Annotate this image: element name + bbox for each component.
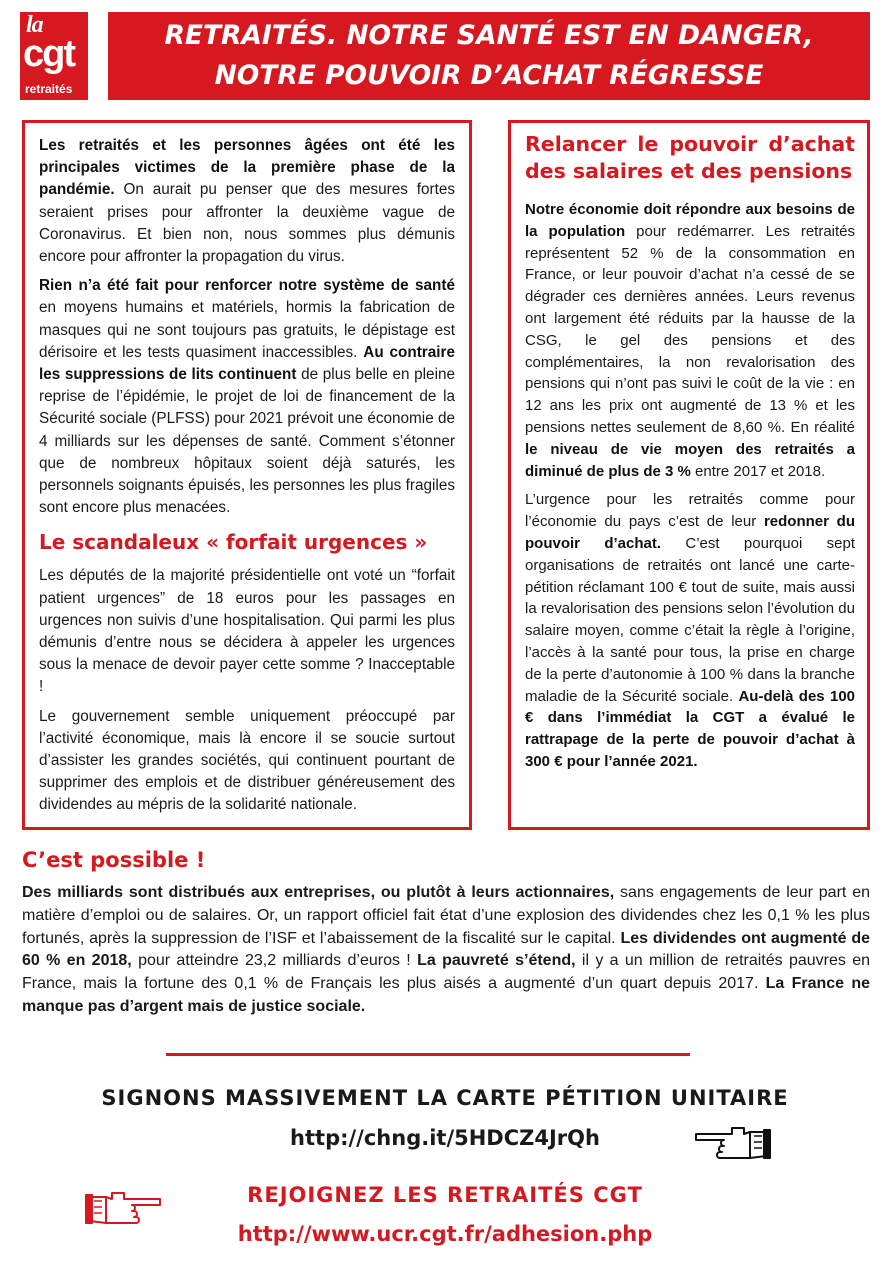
possible-bold-1: Des milliards sont distribués aux entreprises, ou plutôt à leurs actionnaires, xyxy=(22,884,615,901)
left-p2-text-2: de plus belle en pleine reprise de l’épidémie, le projet de loi de financement de la Sécurité sociale (PLFSS) pour 2021 prévoit une économie de 4 milliards sur les dépenses de santé. Comment s’étonner que de nombreux hôpitaux soient déjà saturés, les personnels soignants épuisés, les personnes les plus fragiles sont encore plus menacées. xyxy=(39,366,455,517)
logo-la: la xyxy=(26,12,43,38)
right-p2-text-1: L’urgence pour les retraités comme pour l’économie du pays c’est de leur xyxy=(525,491,855,531)
cest-possible-paragraph xyxy=(22,882,870,1019)
petition-link[interactable]: http://chng.it/5HDCZ4JrQh xyxy=(290,1126,600,1150)
join-cgt-text: REJOIGNEZ LES RETRAITÉS CGT xyxy=(247,1183,643,1207)
right-p1-bold-1: Notre économie doit répondre aux besoins de la population xyxy=(525,201,855,240)
page-title-line-1: RETRAITÉS. NOTRE SANTÉ EST EN DANGER, xyxy=(164,20,814,51)
cest-possible-heading: C’est possible ! xyxy=(22,848,206,872)
left-paragraph-3: Les députés de la majorité présidentielle ont voté un “forfait patient urgences” de 18 euros pour les passages en urgences non suivis d’une hospitalisation. Qui parmi les plus démunis d’entre nous se décidera à appeler les urgences sous la menace de devoir payer cette somme ? Inacceptable ! xyxy=(39,567,455,696)
petition-call-text: SIGNONS MASSIVEMENT LA CARTE PÉTITION UNITAIRE xyxy=(101,1086,789,1110)
possible-bold-4: La France ne manque pas d’argent mais de justice sociale. xyxy=(22,975,871,1015)
pointing-hand-left-icon xyxy=(692,1120,772,1164)
logo-retraites: retraités xyxy=(25,82,73,96)
right-p2-bold-2: Au-delà des 100 € dans l’immédiat la CGT a évalué le rattrapage de la perte de pouvoir d’achat à 300 € pour l’année 2021. xyxy=(525,687,855,770)
left-p2-bold-1: Rien n’a été fait pour renforcer notre système de santé xyxy=(39,277,455,295)
possible-bold-3: La pauvreté s’étend, xyxy=(417,952,576,970)
right-p1-text-2: entre 2017 et 2018. xyxy=(690,462,826,480)
right-p2-text-2: C’est pourquoi sept organisations de retraités ont lancé une carte-pétition réclamant 100 € tout de suite, mais aussi la revalorisation des pensions selon l’évolution du salaire moyen, comme c’était la règle à l’origine, l’accès à la santé pour tous, la prise en charge de la perte d’autonomie à 100 % dans la branche maladie de la Sécurité sociale. xyxy=(525,534,855,705)
left-p1-bold: Les retraités et les personnes âgées ont été les principales victimes de la première phase de la pandémie. xyxy=(39,137,455,199)
left-p2-text-1: en moyens humains et matériels, hormis la fabrication de masques qui ne sont toujours pas gratuits, le dépistage est dérisoire et les tests quasiment inaccessibles. xyxy=(39,299,455,361)
divider-line xyxy=(166,1053,690,1056)
forfait-urgences-heading: Le scandaleux « forfait urgences » xyxy=(39,530,428,555)
possible-text-2: pour atteindre 23,2 milliards d’euros ! xyxy=(131,952,418,970)
left-p1-text: On aurait pu penser que des mesures fortes seraient prises pour affronter la deuxième vague de Coronavirus. Et bien non, nous sommes plus démunis encore pour affronter la propagation du virus. xyxy=(39,181,455,266)
left-paragraph-1 xyxy=(39,135,455,268)
pouvoir-achat-heading: Relancer le pouvoir d’achat des salaires et des pensions xyxy=(525,132,855,183)
right-p1-text-1: pour redémarrer. Les retraités représentent 52 % de la consommation en France, or leur pouvoir d’achat n’a cessé de se dégrader ces dernières années. Leurs revenus ont largement été réduits par la hausse de la CSG, le gel des pensions et des complémentaires, la non revalorisation des pensions qui n’ont pas suivi le coût de la vie : en 12 ans les prix ont augmenté de 13 % et les pensions nettes seulement de 8,60 %. En réalité xyxy=(525,222,856,436)
page-title-banner xyxy=(108,12,870,100)
possible-text-1: sans engagements de leur part en matière d’emploi ou de salaires. Or, un rapport officiel fait état d’une explosion des dividendes chez les 0,1 % les plus fortunés, après la suppression de l’ISF et l’abaissement de la fiscalité sur le capital. xyxy=(22,884,871,947)
left-paragraph-4: Le gouvernement semble uniquement préoccupé par l’activité économique, mais là encore il se soucie surtout d’assister les grandes sociétés, qui continuent pourtant de supprimer des emplois et de distribuer généreusement des dividendes au mépris de la solidarité nationale. xyxy=(39,707,455,814)
left-paragraph-2 xyxy=(39,275,455,519)
logo-cgt: cgt xyxy=(23,33,74,75)
adhesion-link[interactable]: http://www.ucr.cgt.fr/adhesion.php xyxy=(237,1222,653,1246)
possible-bold-2: Les dividendes ont augmenté de 60 % en 2018, xyxy=(22,929,871,970)
page-title-line-2: NOTRE POUVOIR D’ACHAT RÉGRESSE xyxy=(214,60,764,91)
left-p2-bold-2: Au contraire les suppressions de lits continuent xyxy=(39,343,455,384)
pointing-hand-right-icon xyxy=(84,1185,164,1229)
left-column-box xyxy=(22,120,472,830)
possible-text-3: il y a un million de retraités pauvres en France, mais la fortune des 0,1 % de Français les plus aisés a augmenté d’un quart depuis 2017. xyxy=(22,952,871,993)
right-p2-bold-1: redonner du pouvoir d’achat. xyxy=(525,513,855,552)
right-paragraph-1 xyxy=(525,199,855,482)
right-paragraph-2 xyxy=(525,489,855,772)
right-p1-bold-2: le niveau de vie moyen des retraités a diminué de plus de 3 % xyxy=(525,440,855,480)
cgt-retraites-logo xyxy=(20,12,88,100)
right-column-box xyxy=(508,120,870,830)
